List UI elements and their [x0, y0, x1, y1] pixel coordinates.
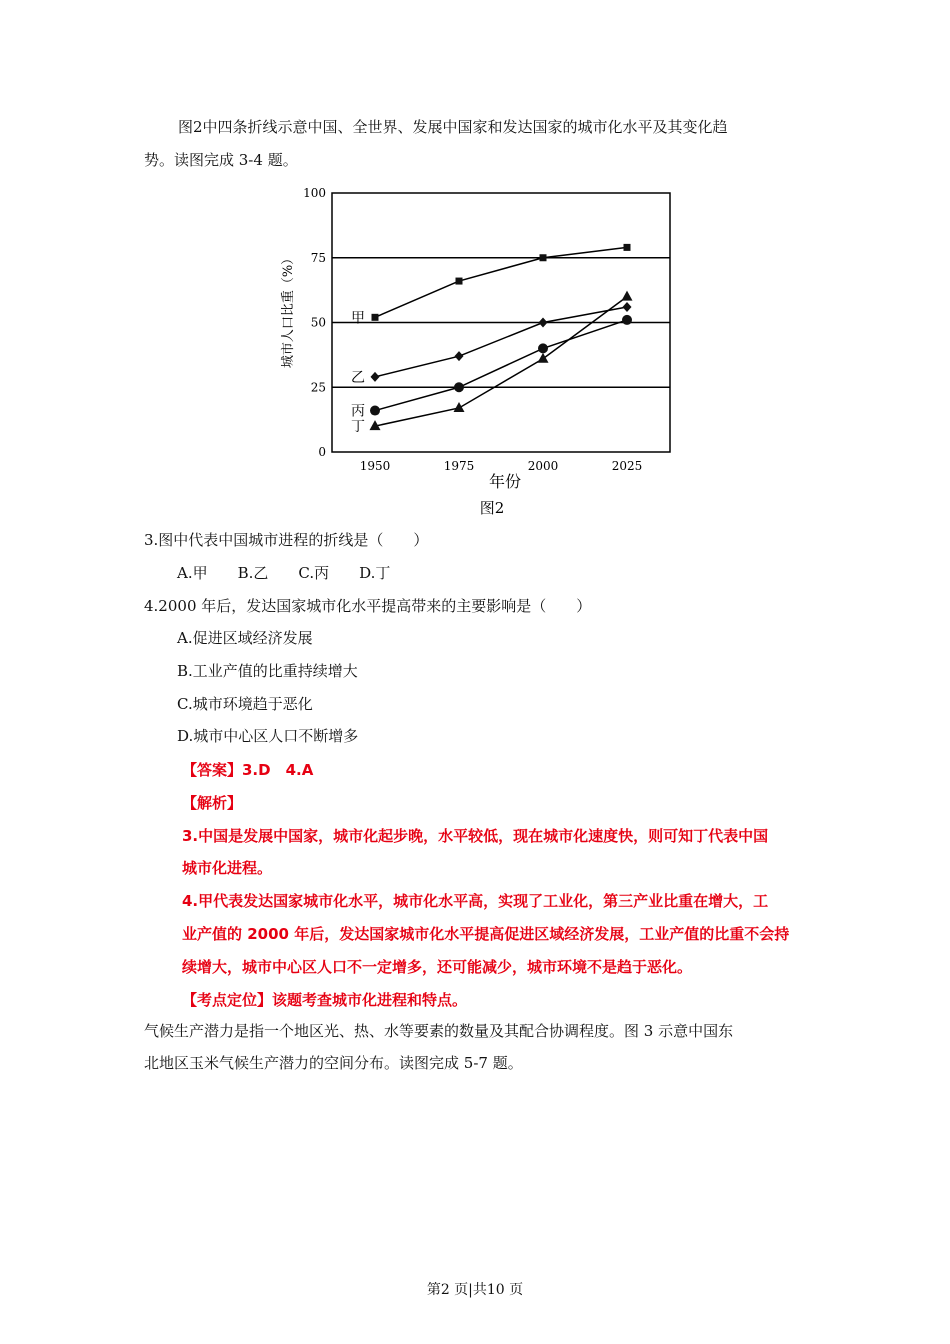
- series-label: 乙: [351, 369, 365, 386]
- chart-title: 图2: [479, 499, 505, 517]
- next-intro-line-2: 北地区玉米气候生产潜力的空间分布。读图完成 5-7 题。: [144, 1054, 523, 1072]
- y-tick-label: 75: [310, 250, 326, 265]
- analysis-q4-line-2: 业产值的 2000 年后，发达国家城市化水平提高促进区域经济发展，工业产值的比重不会持: [182, 925, 790, 943]
- data-point-circle: [454, 382, 464, 392]
- answer-line: 【答案】3.D 4.A: [182, 761, 314, 779]
- series-line-1: [375, 307, 627, 377]
- x-tick-label: 1950: [359, 459, 391, 473]
- question-3-stem: 3.图中代表中国城市进程的折线是（ ）: [144, 531, 429, 549]
- y-tick-label: 0: [318, 445, 326, 459]
- data-point-square: [456, 278, 463, 285]
- question-4-option-a: A.促进区域经济发展: [177, 629, 313, 647]
- y-axis-label: 城市人口比重（%）: [281, 251, 296, 369]
- intro-line-1: 图2中四条折线示意中国、全世界、发展中国家和发达国家的城市化水平及其变化趋: [178, 118, 728, 136]
- data-point-diamond: [371, 372, 380, 382]
- y-tick-label: 100: [303, 186, 326, 200]
- data-point-diamond: [455, 351, 464, 361]
- y-tick-label: 50: [310, 315, 326, 330]
- analysis-q3-line-1: 3.中国是发展中国家，城市化起步晚，水平较低，现在城市化速度快，则可知丁代表中国: [182, 827, 769, 845]
- data-point-square: [624, 244, 631, 251]
- exam-point-tag: 【考点定位】: [182, 991, 273, 1009]
- question-4-option-d: D.城市中心区人口不断增多: [177, 727, 359, 745]
- data-point-diamond: [539, 318, 548, 328]
- page-footer: 第2 页|共10 页: [426, 1282, 524, 1298]
- series-label: 丙: [351, 403, 365, 420]
- next-intro-line-1: 气候生产潜力是指一个地区光、热、水等要素的数量及其配合协调程度。图 3 示意中国东: [144, 1022, 734, 1040]
- urbanization-line-chart: [270, 180, 690, 520]
- x-tick-label: 2000: [527, 459, 559, 473]
- question-4-option-c: C.城市环境趋于恶化: [177, 695, 313, 713]
- series-label: 甲: [351, 310, 365, 327]
- data-point-triangle: [622, 291, 633, 301]
- exam-point: [182, 990, 467, 1010]
- data-point-square: [372, 314, 379, 321]
- data-point-triangle: [538, 353, 549, 363]
- exam-point-text: 该题考查城市化进程和特点。: [272, 991, 468, 1009]
- intro-line-2: 势。读图完成 3-4 题。: [144, 151, 298, 169]
- analysis-q3-line-2: 城市化进程。: [182, 859, 273, 877]
- data-point-triangle: [454, 402, 465, 412]
- data-point-square: [540, 254, 547, 261]
- data-point-circle: [538, 343, 548, 353]
- data-point-circle: [370, 406, 380, 416]
- series-line-3: [375, 297, 627, 427]
- x-tick-label: 1975: [443, 459, 475, 473]
- x-axis-label: 年份: [488, 472, 522, 491]
- x-tick-label: 2025: [611, 459, 643, 473]
- question-4-option-b: B.工业产值的比重持续增大: [177, 662, 358, 680]
- question-3-options: A.甲 B.乙 C.丙 D.丁: [177, 564, 391, 582]
- series-line-2: [375, 320, 627, 411]
- series-label: 丁: [351, 419, 365, 436]
- data-point-diamond: [623, 302, 632, 312]
- analysis-q4-line-1: 4.甲代表发达国家城市化水平，城市化水平高，实现了工业化，第三产业比重在增大，工: [182, 892, 769, 910]
- y-tick-label: 25: [310, 380, 326, 395]
- question-4-stem: 4.2000 年后，发达国家城市化水平提高带来的主要影响是（ ）: [144, 597, 592, 615]
- analysis-q4-line-3: 续增大，城市中心区人口不一定增多，还可能减少，城市环境不是趋于恶化。: [182, 958, 693, 976]
- analysis-heading: 【解析】: [182, 794, 243, 812]
- data-point-circle: [622, 315, 632, 325]
